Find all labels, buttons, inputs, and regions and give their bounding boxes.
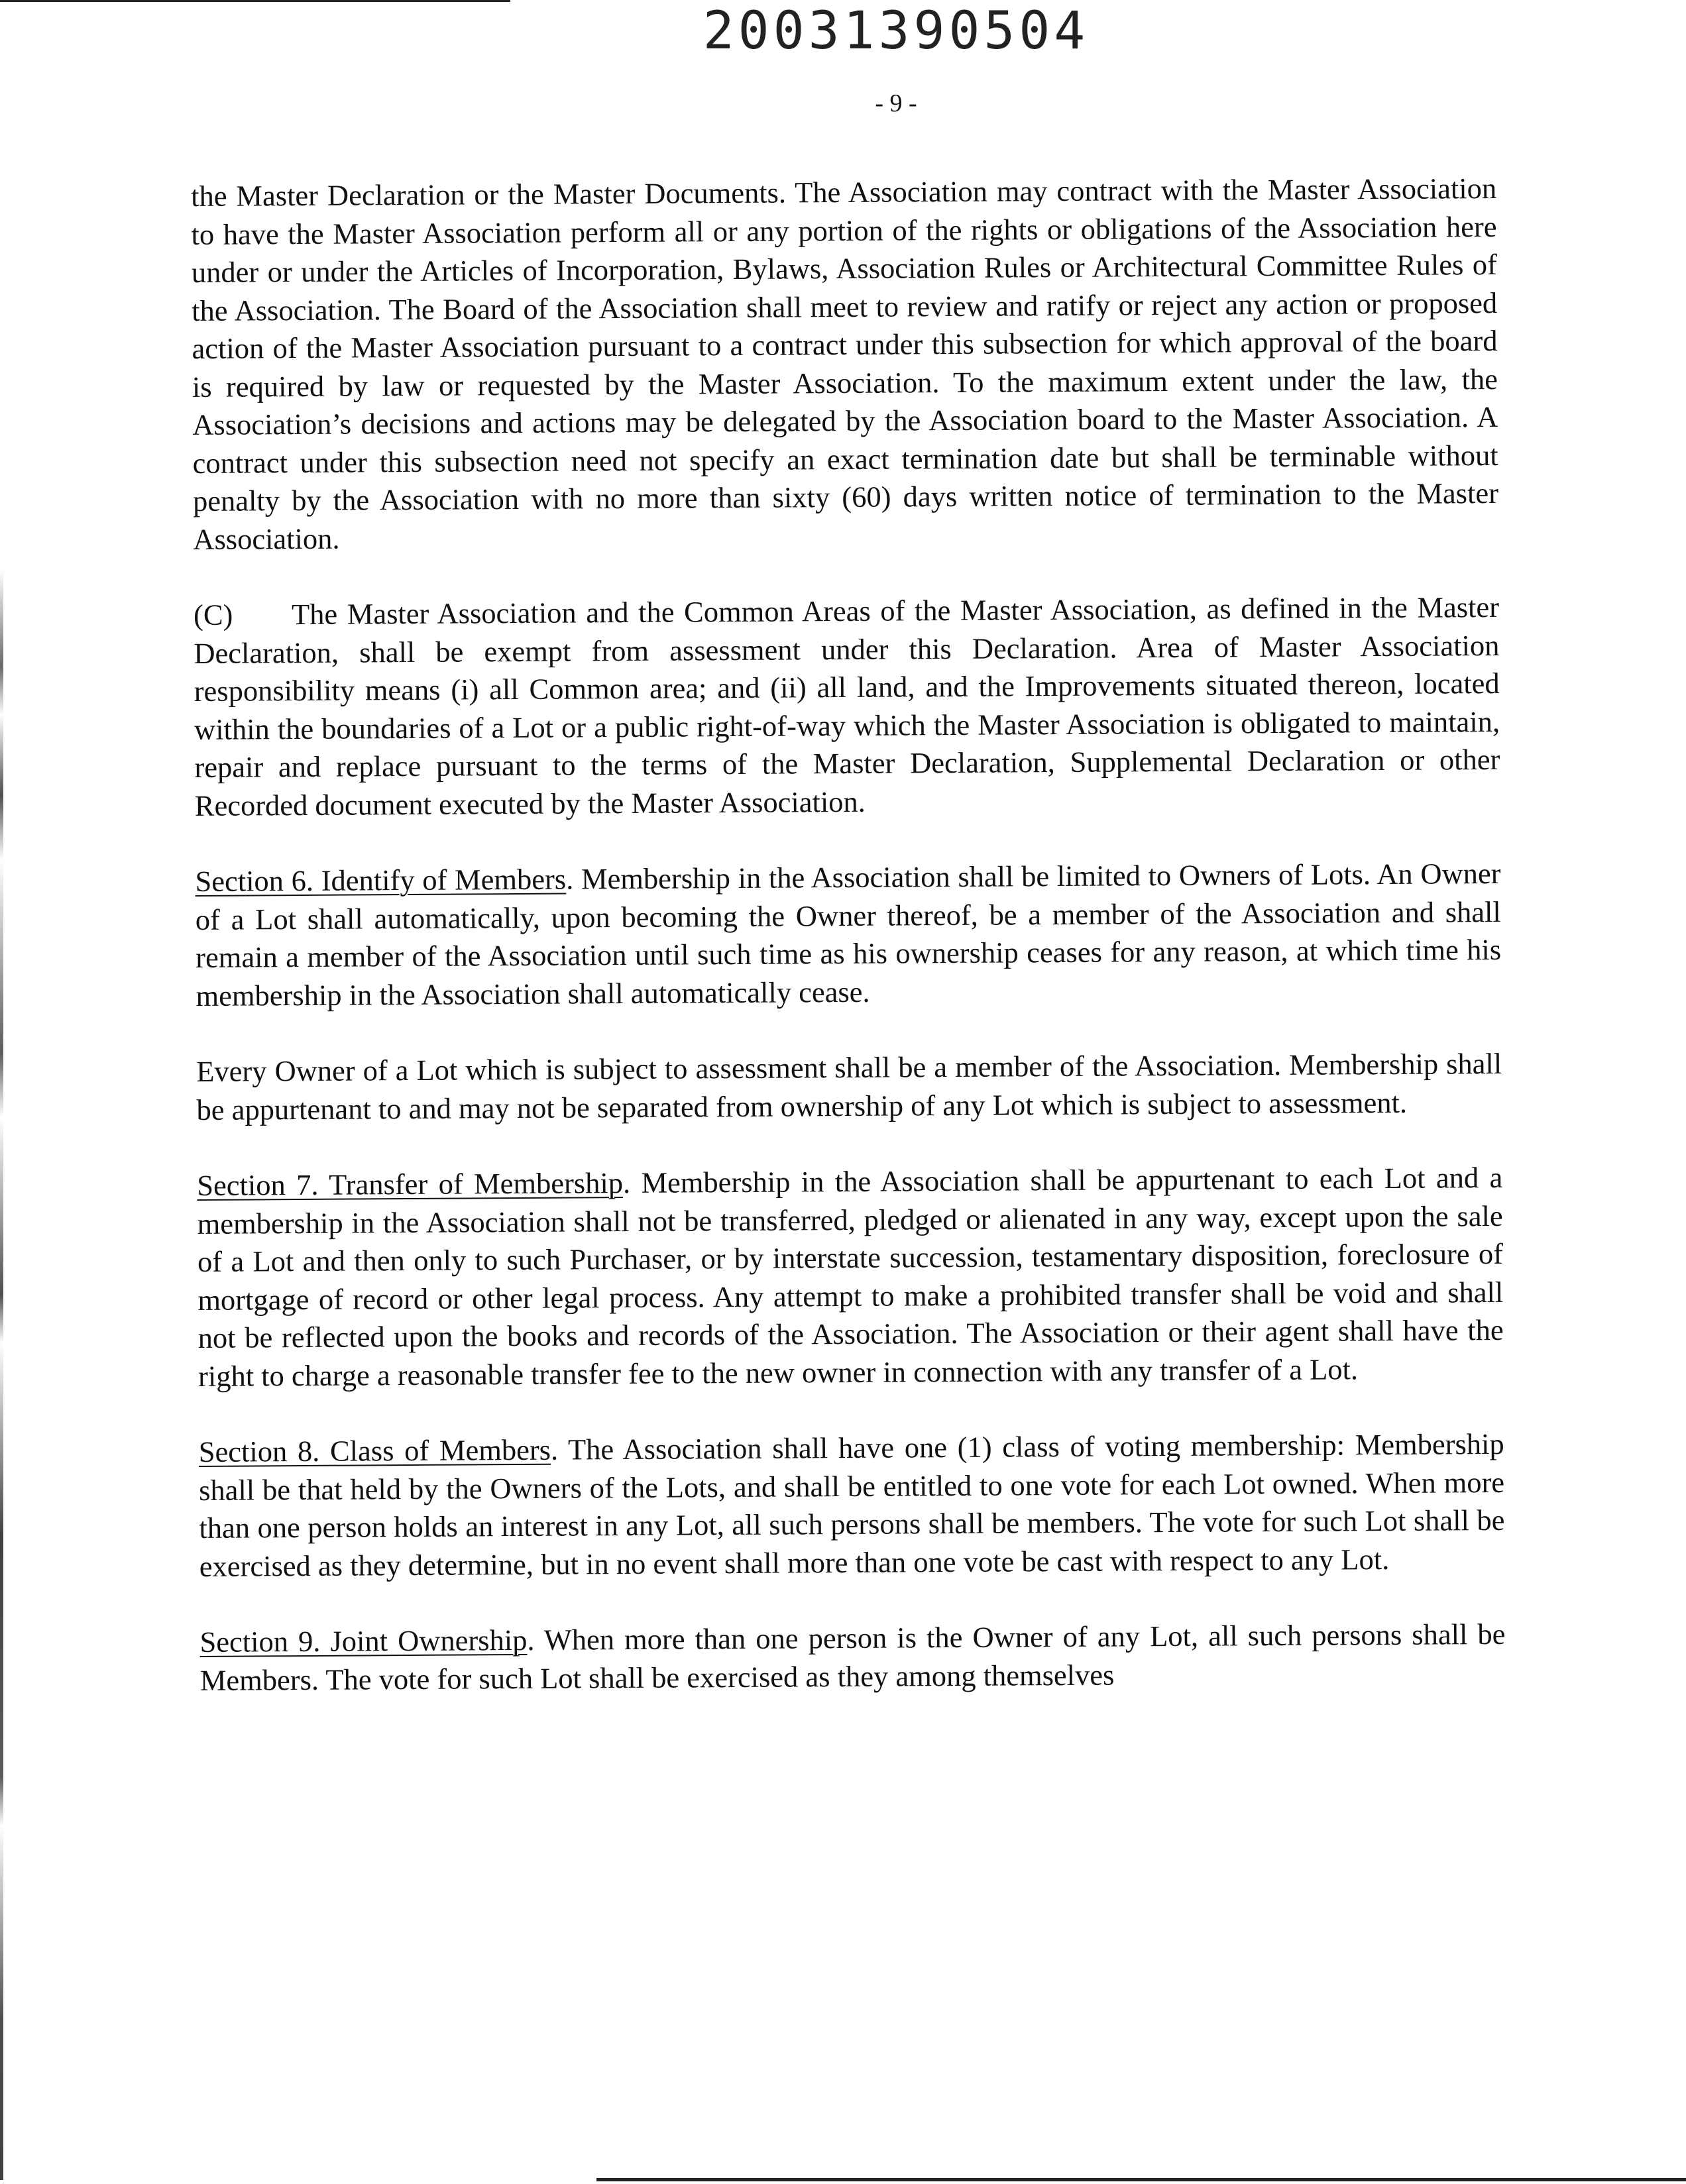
paragraph-c-exemption — [194, 588, 1500, 825]
recording-number: 20031390504 — [702, 1, 1090, 61]
paragraph-text: the Master Declaration or the Master Documents. The Association may contract with the Master Association to have the Master Association perform all or any portion of the rights or obligations of the Association here under or under the Articles of Incorporation, Bylaws, Association Rules or Architectural Committee Rules of the Association. The Board of the Association shall meet to review and ratify or reject any action or proposed action of the Master Association pursuant to a contract under this subsection for which approval of the board is required by law or requested by the Master Association. To the maximum extent under the law, the Association’s decisions and actions may be delegated by the Association board to the Master Association. A contract under this subsection need not specify an exact termination date but shall be terminable without penalty by the Association with no more than sixty (60) days written notice of termination to the Master Association. — [191, 171, 1499, 556]
paragraph-text: . Membership in the Association shall be limited to Owners of Lots. An Owner of a Lot shall automatically, upon becoming the Owner thereof, be a member of the Association and shall remain a member of the Association until such time as his ownership ceases for any reason, at which time his membership in the Association shall automatically cease. — [195, 856, 1502, 1012]
section-heading: Section 6. Identify of Members — [195, 862, 567, 898]
paragraph-text: . When more than one person is the Owner of any Lot, all such persons shall be Members. The vote for such Lot shall be exercised as they among themselves — [199, 1617, 1506, 1697]
page-number: - 9 - — [875, 89, 917, 117]
section-7-transfer-of-membership — [197, 1159, 1504, 1395]
paragraph-marker: (C) — [193, 598, 233, 631]
scan-bottom-rule — [596, 2178, 1686, 2181]
paragraph-text: The Master Association and the Common Areas of the Master Association, as defined in the Master Declaration, shall be exempt from assessment under this Declaration. Area of Master Association responsibility means (i) all Common area; and (ii) all land, and the Improvements situated thereon, located within the boundaries of a Lot or a public right-of-way which the Master Association is obligated to maintain, repair and replace pursuant to the terms of the Master Declaration, Supplemental Declaration or other Recorded document executed by the Master Association. — [194, 590, 1500, 822]
section-9-joint-ownership — [199, 1615, 1506, 1700]
section-heading: Section 7. Transfer of Membership — [197, 1166, 624, 1202]
scan-left-edge — [0, 570, 3, 2180]
paragraph-text: . Membership in the Association shall be appurtenant to each Lot and a membership in the Association shall not be transferred, pledged or alienated in any way, except upon the sale of a Lot and then only to such Purchaser, or by interstate succession, testamentary disposition, foreclosure of mortgage of record or other legal process. Any attempt to make a prohibited transfer shall be void and shall not be reflected upon the books and records of the Association. The Association or their agent shall have the right to charge a reasonable transfer fee to the new owner in connection with any transfer of a Lot. — [197, 1160, 1504, 1393]
paragraph-text: Every Owner of a Lot which is subject to assessment shall be a member of the Association. Membership shall be appurtenant to and may not be separated from ownership of any Lot which is subject to assessment. — [196, 1046, 1502, 1126]
section-heading: Section 9. Joint Ownership — [199, 1623, 528, 1659]
document-body — [191, 170, 1506, 1737]
section-heading: Section 8. Class of Members — [198, 1433, 551, 1468]
section-8-class-of-members — [199, 1425, 1505, 1586]
paragraph-master-association-contract — [191, 170, 1498, 559]
paragraph-every-owner — [196, 1045, 1502, 1129]
section-6-identify-of-members — [195, 855, 1501, 1015]
paragraph-text: . The Association shall have one (1) class of voting membership: Membership shall be that held by the Owners of the Lots, and shall be entitled to one vote for each Lot owned. When more than one person holds an interest in any Lot, all such persons shall be members. The vote for such Lot shall be exercised as they determine, but in no event shall more than one vote be cast with respect to any Lot. — [198, 1427, 1505, 1583]
